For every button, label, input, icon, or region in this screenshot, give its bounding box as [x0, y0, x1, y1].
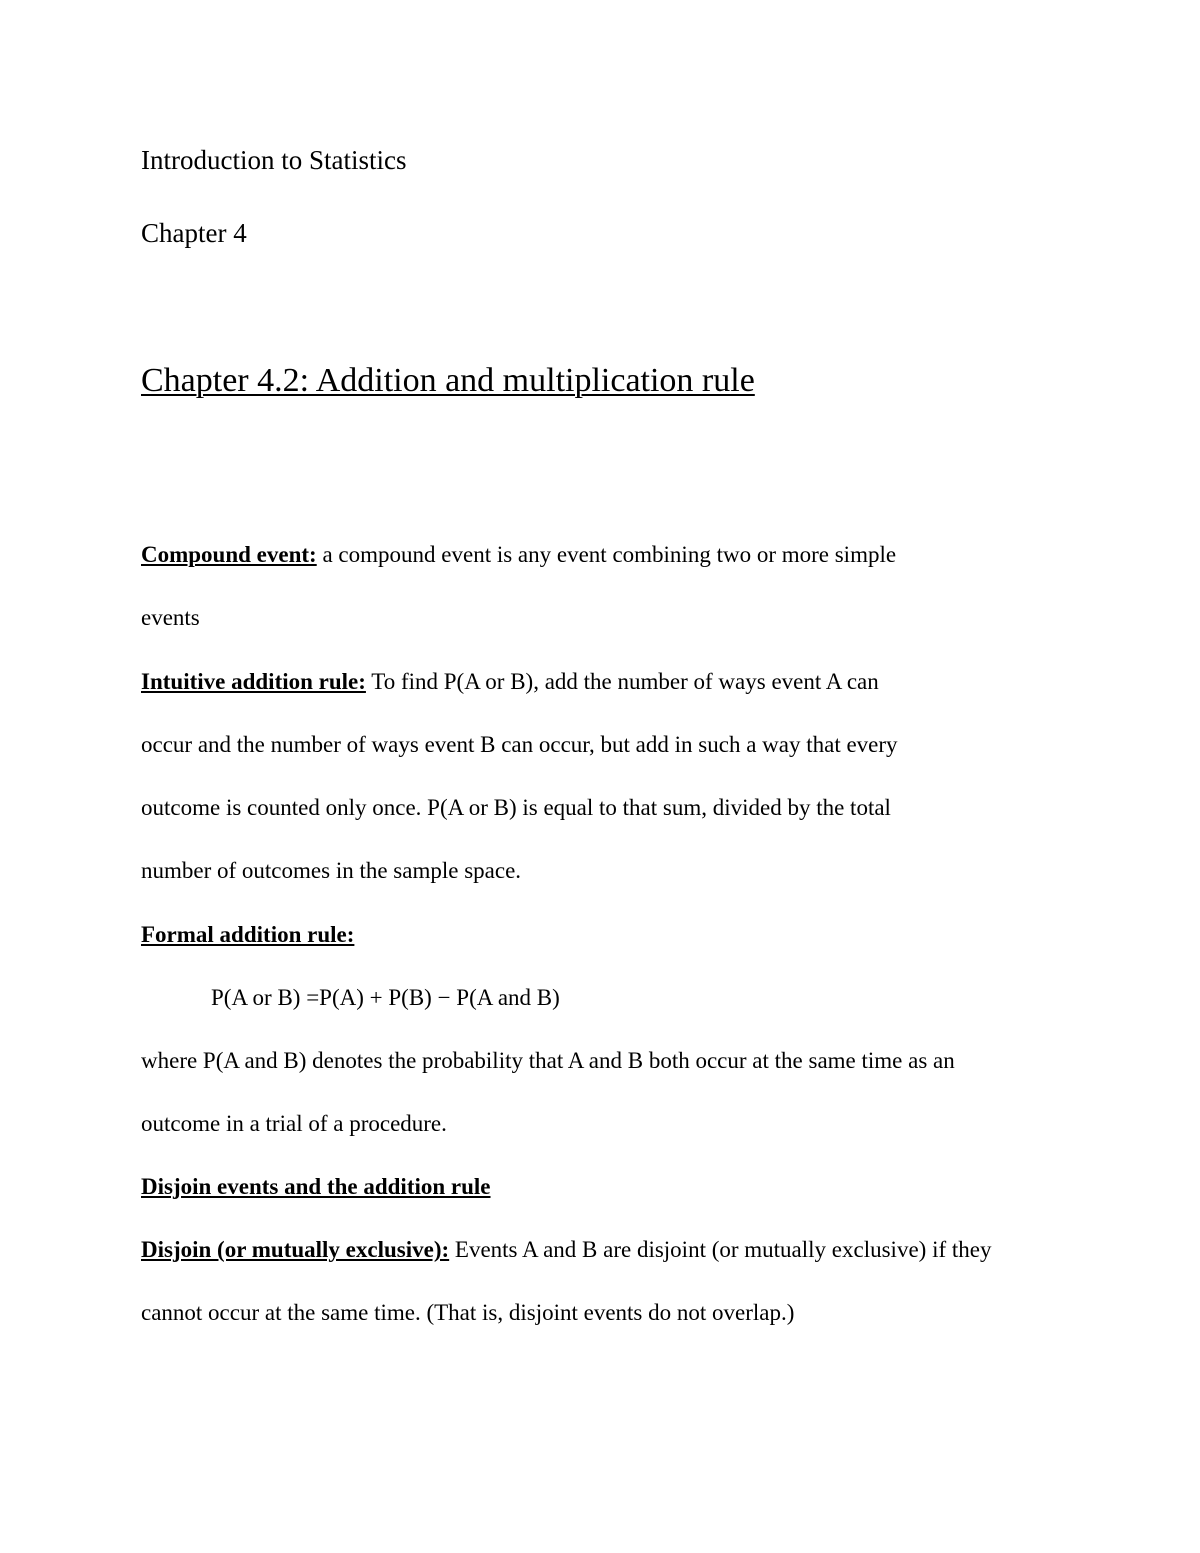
- formal-addition-rule-paragraph: [141, 921, 354, 949]
- addition-rule-formula: P(A or B) =P(A) + P(B) − P(A and B): [211, 985, 560, 1010]
- chapter-label: Chapter 4: [141, 218, 247, 248]
- compound-event-text-continued: events: [141, 605, 200, 630]
- intuitive-addition-rule-term: Intuitive addition rule:: [141, 669, 366, 694]
- compound-event-text: a compound event is any event combining two or more simple: [316, 542, 897, 567]
- formal-addition-rule-term: Formal addition rule:: [141, 922, 355, 947]
- intuitive-addition-rule-text: To find P(A or B), add the number of ways event A can: [365, 669, 879, 694]
- disjoint-text-continued: cannot occur at the same time. (That is, disjoint events do not overlap.): [141, 1300, 795, 1325]
- intuitive-addition-rule-paragraph: [141, 668, 879, 696]
- compound-event-term: Compound event:: [141, 542, 317, 567]
- disjoint-events-heading: Disjoin events and the addition rule: [141, 1174, 491, 1199]
- intuitive-addition-rule-line-3: outcome is counted only once. P(A or B) is equal to that sum, divided by the total: [141, 795, 891, 820]
- formal-addition-rule-line-1: where P(A and B) denotes the probability that A and B both occur at the same time as an: [141, 1048, 955, 1073]
- intuitive-addition-rule-line-2: occur and the number of ways event B can occur, but add in such a way that every: [141, 732, 898, 757]
- course-title: Introduction to Statistics: [141, 145, 407, 175]
- intuitive-addition-rule-line-4: number of outcomes in the sample space.: [141, 858, 522, 883]
- disjoint-text: Events A and B are disjoint (or mutually exclusive) if they: [449, 1237, 992, 1262]
- compound-event-paragraph: [141, 541, 896, 569]
- disjoint-events-heading-paragraph: [141, 1173, 491, 1201]
- disjoint-paragraph: [141, 1236, 991, 1264]
- formal-addition-rule-line-2: outcome in a trial of a procedure.: [141, 1111, 447, 1136]
- disjoint-term: Disjoin (or mutually exclusive):: [141, 1237, 450, 1262]
- section-heading: Chapter 4.2: Addition and multiplication rule: [141, 362, 755, 399]
